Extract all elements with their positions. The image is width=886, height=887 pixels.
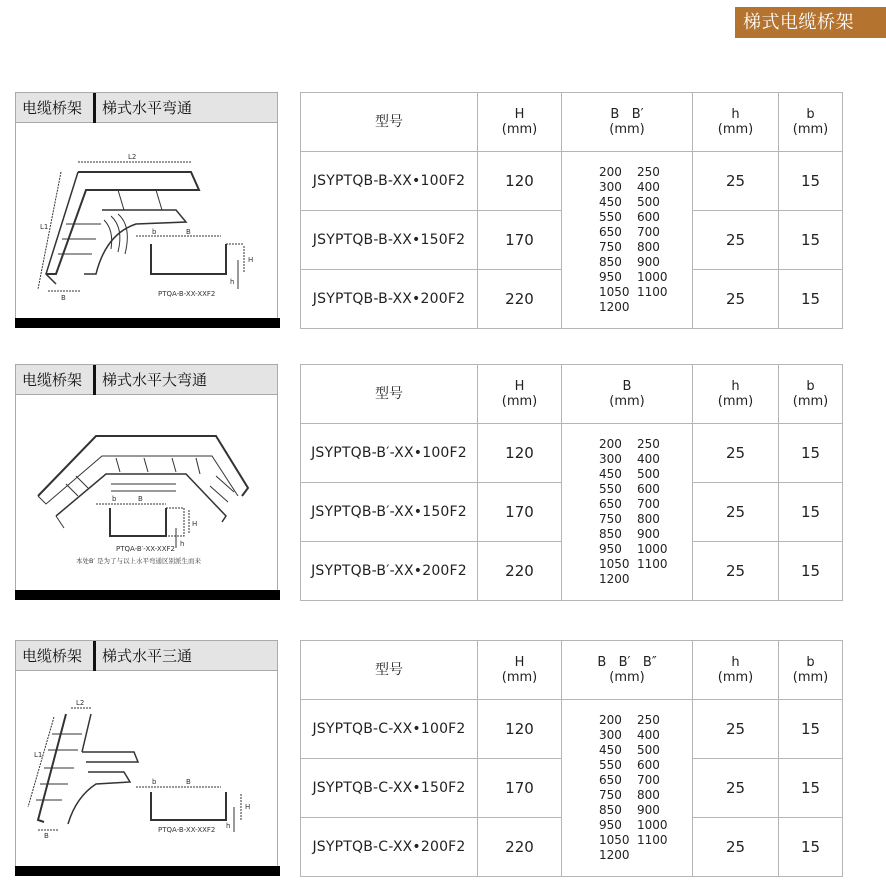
inner-rail xyxy=(84,210,186,274)
width-option: 300 xyxy=(599,180,622,194)
b-cell: 15 xyxy=(779,542,843,601)
cross-section xyxy=(110,508,166,536)
header-model: 型号 xyxy=(301,641,478,700)
width-option: 1100 xyxy=(637,557,668,571)
width-option: 600 xyxy=(637,210,660,224)
width-option-pair xyxy=(599,818,692,833)
width-option-pair xyxy=(599,743,692,758)
width-option: 250 xyxy=(637,437,660,451)
b-cell: 15 xyxy=(779,152,843,211)
header-model: 型号 xyxy=(301,365,478,424)
b-cell: 15 xyxy=(779,270,843,329)
panel-header xyxy=(16,641,277,671)
width-option: 200 xyxy=(599,437,622,451)
model-cell: JSYPTQB-B′-XX•200F2 xyxy=(301,542,478,601)
width-option: 950 xyxy=(599,818,622,832)
label-small-h: h xyxy=(180,540,185,548)
width-option: 200 xyxy=(599,713,622,727)
width-option: 650 xyxy=(599,225,622,239)
cross-section xyxy=(151,792,226,820)
width-option-pair xyxy=(599,195,692,210)
header-divider xyxy=(93,641,96,671)
h-cell: 25 xyxy=(693,211,779,270)
width-option: 550 xyxy=(599,210,622,224)
product-name: 梯式水平弯通 xyxy=(102,99,193,117)
header-h: h (mm) xyxy=(693,365,779,424)
width-option: 450 xyxy=(599,743,622,757)
H-cell: 170 xyxy=(478,759,562,818)
H-cell: 170 xyxy=(478,211,562,270)
width-option: 700 xyxy=(637,225,660,239)
table-row xyxy=(301,424,843,483)
width-option: 800 xyxy=(637,512,660,526)
h-cell: 25 xyxy=(693,483,779,542)
h-cell: 25 xyxy=(693,542,779,601)
page-category-badge: 梯式电缆桥架 xyxy=(735,7,886,38)
width-option: 400 xyxy=(637,452,660,466)
H-cell: 170 xyxy=(478,483,562,542)
dim-line-l1 xyxy=(28,717,54,807)
width-option: 1000 xyxy=(637,818,668,832)
model-cell: JSYPTQB-B-XX•100F2 xyxy=(301,152,478,211)
b-cell: 15 xyxy=(779,759,843,818)
table-header-row xyxy=(301,93,843,152)
diagram-note: 本处B′ 是为了与以上水平弯通区别派生而来 xyxy=(76,557,202,565)
label-width-b: B xyxy=(186,778,191,786)
width-option-pair xyxy=(599,300,692,315)
width-option: 800 xyxy=(637,788,660,802)
panel-footer-bar xyxy=(15,590,280,600)
table-header-row xyxy=(301,641,843,700)
width-option-pair xyxy=(599,285,692,300)
panel-header xyxy=(16,365,277,395)
width-option: 850 xyxy=(599,527,622,541)
model-cell: JSYPTQB-C-XX•100F2 xyxy=(301,700,478,759)
label-h: H xyxy=(192,520,198,528)
cross-section xyxy=(151,244,226,274)
label-small-b: b xyxy=(112,495,117,503)
width-option: 800 xyxy=(637,240,660,254)
width-option-pair xyxy=(599,255,692,270)
width-option-pair xyxy=(599,758,692,773)
width-option: 450 xyxy=(599,195,622,209)
width-option: 650 xyxy=(599,773,622,787)
width-option: 900 xyxy=(637,527,660,541)
header-B: B B′ B″ (mm) xyxy=(562,641,693,700)
width-list-cell xyxy=(562,700,693,877)
width-option: 500 xyxy=(637,195,660,209)
header-divider xyxy=(93,365,96,395)
b-cell: 15 xyxy=(779,483,843,542)
table-row xyxy=(301,152,843,211)
width-option: 300 xyxy=(599,452,622,466)
model-cell: JSYPTQB-C-XX•200F2 xyxy=(301,818,478,877)
width-option-pair xyxy=(599,497,692,512)
width-list-cell xyxy=(562,152,693,329)
width-list-cell xyxy=(562,424,693,601)
width-option: 550 xyxy=(599,482,622,496)
width-option-pair xyxy=(599,225,692,240)
model-cell: JSYPTQB-B′-XX•150F2 xyxy=(301,483,478,542)
label-width-b: B xyxy=(138,495,143,503)
width-option: 1000 xyxy=(637,270,668,284)
product-name: 梯式水平大弯通 xyxy=(102,371,208,389)
width-option: 250 xyxy=(637,713,660,727)
H-cell: 220 xyxy=(478,818,562,877)
label-l2: L2 xyxy=(128,153,137,161)
width-option-pair xyxy=(599,512,692,527)
h-cell: 25 xyxy=(693,424,779,483)
label-small-b: b xyxy=(152,778,157,786)
width-option: 950 xyxy=(599,270,622,284)
category-label: 电缆桥架 xyxy=(22,99,83,117)
product-diagram-panel xyxy=(15,92,278,328)
product-name: 梯式水平三通 xyxy=(102,647,193,665)
H-cell: 220 xyxy=(478,542,562,601)
header-H: H (mm) xyxy=(478,93,562,152)
label-b: B xyxy=(61,294,66,302)
width-option: 300 xyxy=(599,728,622,742)
width-option: 850 xyxy=(599,803,622,817)
b-cell: 15 xyxy=(779,700,843,759)
width-option: 600 xyxy=(637,482,660,496)
model-cell: JSYPTQB-B-XX•150F2 xyxy=(301,211,478,270)
label-h: H xyxy=(245,803,251,811)
spec-table xyxy=(300,92,843,329)
label-width-b: B xyxy=(186,228,191,236)
width-option: 700 xyxy=(637,773,660,787)
header-H: H (mm) xyxy=(478,641,562,700)
width-option: 1050 xyxy=(599,833,630,847)
elbow-diagram xyxy=(16,124,277,319)
width-option: 1050 xyxy=(599,557,630,571)
width-option: 550 xyxy=(599,758,622,772)
width-option: 900 xyxy=(637,803,660,817)
header-divider xyxy=(93,93,96,123)
H-cell: 120 xyxy=(478,152,562,211)
label-l1: L1 xyxy=(34,751,43,759)
width-option-pair xyxy=(599,270,692,285)
width-option: 450 xyxy=(599,467,622,481)
width-option-pair xyxy=(599,165,692,180)
width-option: 1000 xyxy=(637,542,668,556)
label-small-h: h xyxy=(230,278,235,286)
h-cell: 25 xyxy=(693,152,779,211)
width-option: 1200 xyxy=(599,300,630,314)
width-option-pair xyxy=(599,467,692,482)
width-option: 1100 xyxy=(637,833,668,847)
header-b: b (mm) xyxy=(779,641,843,700)
width-option-pair xyxy=(599,542,692,557)
model-code-label: PTQA-B-XX-XXF2 xyxy=(158,290,216,298)
width-option: 850 xyxy=(599,255,622,269)
header-b: b (mm) xyxy=(779,365,843,424)
width-option: 700 xyxy=(637,497,660,511)
label-l2: L2 xyxy=(76,699,85,707)
width-option-pair xyxy=(599,527,692,542)
H-cell: 120 xyxy=(478,700,562,759)
header-H: H (mm) xyxy=(478,365,562,424)
width-option: 1200 xyxy=(599,848,630,862)
label-b: B xyxy=(44,832,49,840)
width-option: 1200 xyxy=(599,572,630,586)
width-option: 600 xyxy=(637,758,660,772)
width-option: 250 xyxy=(637,165,660,179)
header-B: B (mm) xyxy=(562,365,693,424)
b-cell: 15 xyxy=(779,818,843,877)
product-diagram-panel xyxy=(15,364,278,600)
width-option: 750 xyxy=(599,788,622,802)
model-cell: JSYPTQB-C-XX•150F2 xyxy=(301,759,478,818)
model-code-label: PTQA-B′-XX-XXF2 xyxy=(116,545,175,553)
width-option-pair xyxy=(599,713,692,728)
header-B: B B′ (mm) xyxy=(562,93,693,152)
width-option-pair xyxy=(599,240,692,255)
product-diagram-panel xyxy=(15,640,278,876)
panel-footer-bar xyxy=(15,866,280,876)
width-option: 200 xyxy=(599,165,622,179)
h-cell: 25 xyxy=(693,818,779,877)
width-option-pair xyxy=(599,848,692,863)
width-option: 400 xyxy=(637,728,660,742)
width-option: 1050 xyxy=(599,285,630,299)
width-option: 950 xyxy=(599,542,622,556)
label-small-b: b xyxy=(152,228,157,236)
label-h: H xyxy=(248,256,254,264)
inner-rail xyxy=(68,772,130,824)
width-option: 900 xyxy=(637,255,660,269)
width-option: 1100 xyxy=(637,285,668,299)
width-option-pair xyxy=(599,210,692,225)
width-option-pair xyxy=(599,833,692,848)
width-option-pair xyxy=(599,788,692,803)
width-option-pair xyxy=(599,452,692,467)
width-option: 650 xyxy=(599,497,622,511)
category-label: 电缆桥架 xyxy=(22,647,83,665)
panel-header xyxy=(16,93,277,123)
width-option-pair xyxy=(599,728,692,743)
h-cell: 25 xyxy=(693,270,779,329)
model-code-label: PTQA-B-XX-XXF2 xyxy=(158,826,216,834)
h-cell: 25 xyxy=(693,759,779,818)
width-option: 750 xyxy=(599,240,622,254)
width-option: 500 xyxy=(637,743,660,757)
width-option: 750 xyxy=(599,512,622,526)
category-label: 电缆桥架 xyxy=(22,371,83,389)
b-cell: 15 xyxy=(779,211,843,270)
spec-table xyxy=(300,640,843,877)
width-option: 400 xyxy=(637,180,660,194)
header-h: h (mm) xyxy=(693,93,779,152)
header-b: b (mm) xyxy=(779,93,843,152)
H-cell: 120 xyxy=(478,424,562,483)
width-option-pair xyxy=(599,180,692,195)
h-cell: 25 xyxy=(693,700,779,759)
width-option-pair xyxy=(599,557,692,572)
width-option-pair xyxy=(599,482,692,497)
b-cell: 15 xyxy=(779,424,843,483)
branch-rail xyxy=(82,752,138,762)
model-cell: JSYPTQB-B-XX•200F2 xyxy=(301,270,478,329)
panel-footer-bar xyxy=(15,318,280,328)
label-l1: L1 xyxy=(40,223,49,231)
H-cell: 220 xyxy=(478,270,562,329)
table-header-row xyxy=(301,365,843,424)
table-row xyxy=(301,700,843,759)
width-option-pair xyxy=(599,773,692,788)
width-option-pair xyxy=(599,803,692,818)
model-cell: JSYPTQB-B′-XX•100F2 xyxy=(301,424,478,483)
width-option-pair xyxy=(599,437,692,452)
spec-table xyxy=(300,364,843,601)
header-model: 型号 xyxy=(301,93,478,152)
width-option-pair xyxy=(599,572,692,587)
header-h: h (mm) xyxy=(693,641,779,700)
label-small-h: h xyxy=(226,822,231,830)
tee-diagram xyxy=(16,672,277,867)
width-option: 500 xyxy=(637,467,660,481)
